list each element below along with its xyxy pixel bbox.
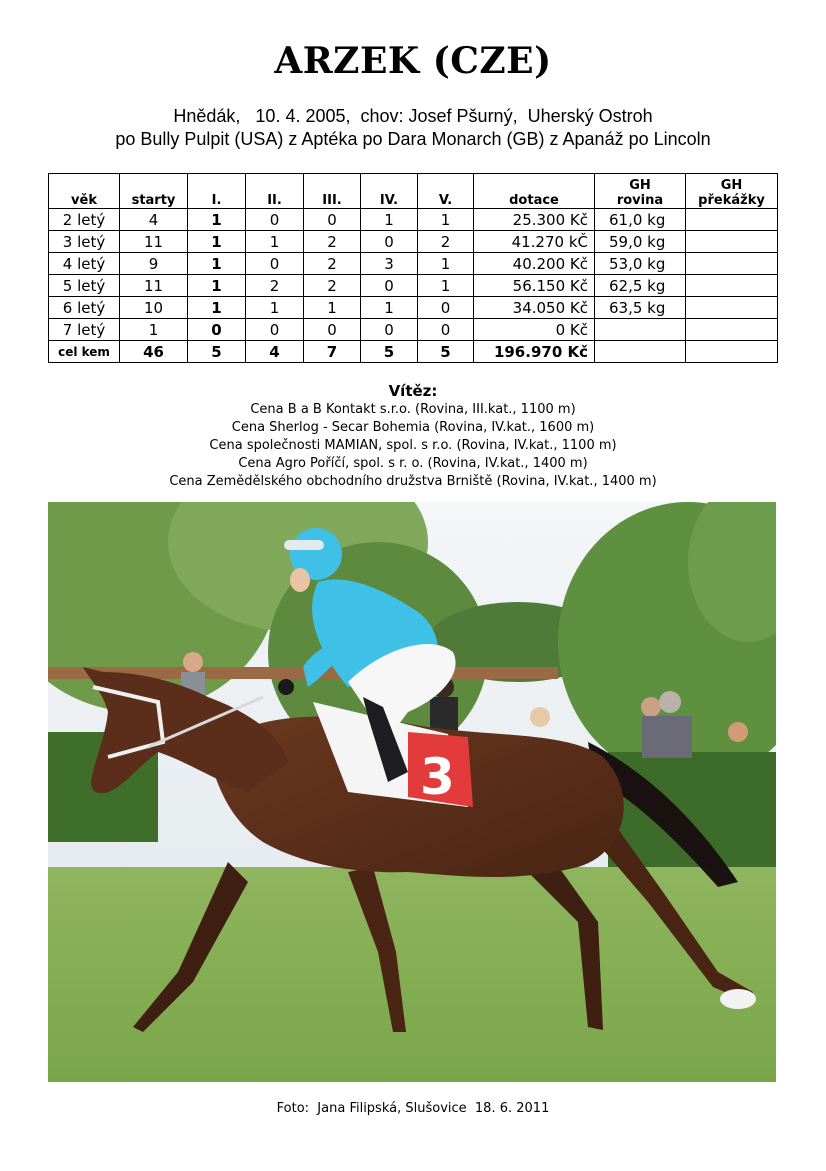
- page-title: ARZEK (CZE): [274, 40, 552, 82]
- cell-gh-jump: [686, 231, 778, 253]
- winner-race: Cena Sherlog - Secar Bohemia (Rovina, IV.kat., 1600 m): [231, 420, 595, 435]
- cell-first: 1: [188, 297, 246, 319]
- cell-age: 6 letý: [49, 297, 120, 319]
- header-gh-jump-line2: překážky: [698, 193, 765, 208]
- horse-pedigree: po Bully Pulpit (USA) z Aptéka po Dara Monarch (GB) z Apanáž po Lincoln: [115, 129, 711, 149]
- cell-second: 1: [246, 231, 304, 253]
- cell-third: 0: [304, 319, 361, 341]
- header-prize: dotace: [474, 174, 595, 209]
- winner-race: Cena Zemědělského obchodního družstva Brniště (Rovina, IV.kat., 1400 m): [169, 474, 657, 489]
- winner-race: Cena společnosti MAMIAN, spol. s r.o. (Rovina, IV.kat., 1100 m): [209, 438, 617, 453]
- cell-prize: 56.150 Kč: [474, 275, 595, 297]
- cell-fourth: 1: [361, 209, 418, 231]
- cell-fifth: 0: [418, 319, 474, 341]
- photo-caption: Foto: Jana Filipská, Slušovice 18. 6. 2011: [276, 1101, 550, 1116]
- cell-starts: 9: [120, 253, 188, 275]
- cell-third: 2: [304, 253, 361, 275]
- winner-race: Cena B a B Kontakt s.r.o. (Rovina, III.kat., 1100 m): [250, 402, 576, 417]
- cell-age: 7 letý: [49, 319, 120, 341]
- cell-prize: 34.050 Kč: [474, 297, 595, 319]
- header-third: III.: [304, 174, 361, 209]
- cell-gh-flat: 62,5 kg: [595, 275, 686, 297]
- cell-prize: 25.300 Kč: [474, 209, 595, 231]
- cell-gh-jump: [686, 253, 778, 275]
- cell-starts: 4: [120, 209, 188, 231]
- table-row: [49, 275, 778, 297]
- cell-second: 1: [246, 297, 304, 319]
- horse-details: Hnědák, 10. 4. 2005, chov: Josef Pšurný, Uherský Ostroh: [173, 106, 653, 126]
- cell-third: 2: [304, 275, 361, 297]
- header-gh-flat-line1: GH: [629, 178, 651, 193]
- cell-first: 1: [188, 231, 246, 253]
- winner-races-list: [0, 401, 826, 491]
- total-gh-jump: [686, 341, 778, 363]
- cell-prize: 41.270 kČ: [474, 231, 595, 253]
- cell-gh-jump: [686, 209, 778, 231]
- cell-fifth: 1: [418, 253, 474, 275]
- total-starts: 46: [120, 341, 188, 363]
- cell-starts: 11: [120, 275, 188, 297]
- cell-second: 2: [246, 275, 304, 297]
- cell-prize: 0 Kč: [474, 319, 595, 341]
- cell-age: 5 letý: [49, 275, 120, 297]
- cell-first: 1: [188, 209, 246, 231]
- cell-fifth: 1: [418, 209, 474, 231]
- header-fifth: V.: [418, 174, 474, 209]
- cell-gh-jump: [686, 297, 778, 319]
- cell-gh-flat: 61,0 kg: [595, 209, 686, 231]
- cell-starts: 1: [120, 319, 188, 341]
- cell-gh-flat: 53,0 kg: [595, 253, 686, 275]
- header-gh-flat-line2: rovina: [616, 193, 664, 208]
- cell-first: 0: [188, 319, 246, 341]
- cell-second: 0: [246, 319, 304, 341]
- cell-gh-flat: 63,5 kg: [595, 297, 686, 319]
- cell-fourth: 1: [361, 297, 418, 319]
- cell-fifth: 0: [418, 297, 474, 319]
- race-photo: [48, 502, 776, 1082]
- table-row: [49, 297, 778, 319]
- header-second: II.: [246, 174, 304, 209]
- horse-jockey-illustration: [48, 502, 776, 1082]
- saddle-number: 3: [420, 748, 455, 806]
- table-row: [49, 209, 778, 231]
- cell-third: 2: [304, 231, 361, 253]
- cell-age: 3 letý: [49, 231, 120, 253]
- cell-first: 1: [188, 253, 246, 275]
- cell-third: 0: [304, 209, 361, 231]
- header-gh-flat: [595, 174, 686, 209]
- table-total-row: [49, 341, 778, 363]
- cell-third: 1: [304, 297, 361, 319]
- header-gh-jump: [686, 174, 778, 209]
- total-gh-flat: [595, 341, 686, 363]
- header-first: I.: [188, 174, 246, 209]
- cell-age: 4 letý: [49, 253, 120, 275]
- table-row: [49, 319, 778, 341]
- cell-age: 2 letý: [49, 209, 120, 231]
- header-starts: starty: [120, 174, 188, 209]
- cell-fifth: 2: [418, 231, 474, 253]
- cell-first: 1: [188, 275, 246, 297]
- cell-gh-jump: [686, 319, 778, 341]
- cell-fourth: 0: [361, 275, 418, 297]
- race-statistics-table: [48, 173, 778, 363]
- cell-fourth: 0: [361, 319, 418, 341]
- cell-starts: 10: [120, 297, 188, 319]
- total-second: 4: [246, 341, 304, 363]
- total-first: 5: [188, 341, 246, 363]
- total-fourth: 5: [361, 341, 418, 363]
- cell-gh-jump: [686, 275, 778, 297]
- cell-second: 0: [246, 209, 304, 231]
- cell-starts: 11: [120, 231, 188, 253]
- total-fifth: 5: [418, 341, 474, 363]
- cell-second: 0: [246, 253, 304, 275]
- table-header-row: [49, 174, 778, 209]
- cell-gh-flat: 59,0 kg: [595, 231, 686, 253]
- cell-gh-flat: [595, 319, 686, 341]
- winner-race: Cena Agro Poříčí, spol. s r. o. (Rovina, IV.kat., 1400 m): [238, 456, 588, 471]
- cell-fourth: 0: [361, 231, 418, 253]
- total-prize: 196.970 Kč: [474, 341, 595, 363]
- winner-heading: Vítěz:: [388, 382, 438, 400]
- table-row: [49, 231, 778, 253]
- cell-fifth: 1: [418, 275, 474, 297]
- header-fourth: IV.: [361, 174, 418, 209]
- cell-prize: 40.200 Kč: [474, 253, 595, 275]
- header-gh-jump-line1: GH: [720, 178, 743, 193]
- cell-fourth: 3: [361, 253, 418, 275]
- header-age: věk: [49, 174, 120, 209]
- total-third: 7: [304, 341, 361, 363]
- total-label: cel kem: [49, 341, 120, 363]
- table-row: [49, 253, 778, 275]
